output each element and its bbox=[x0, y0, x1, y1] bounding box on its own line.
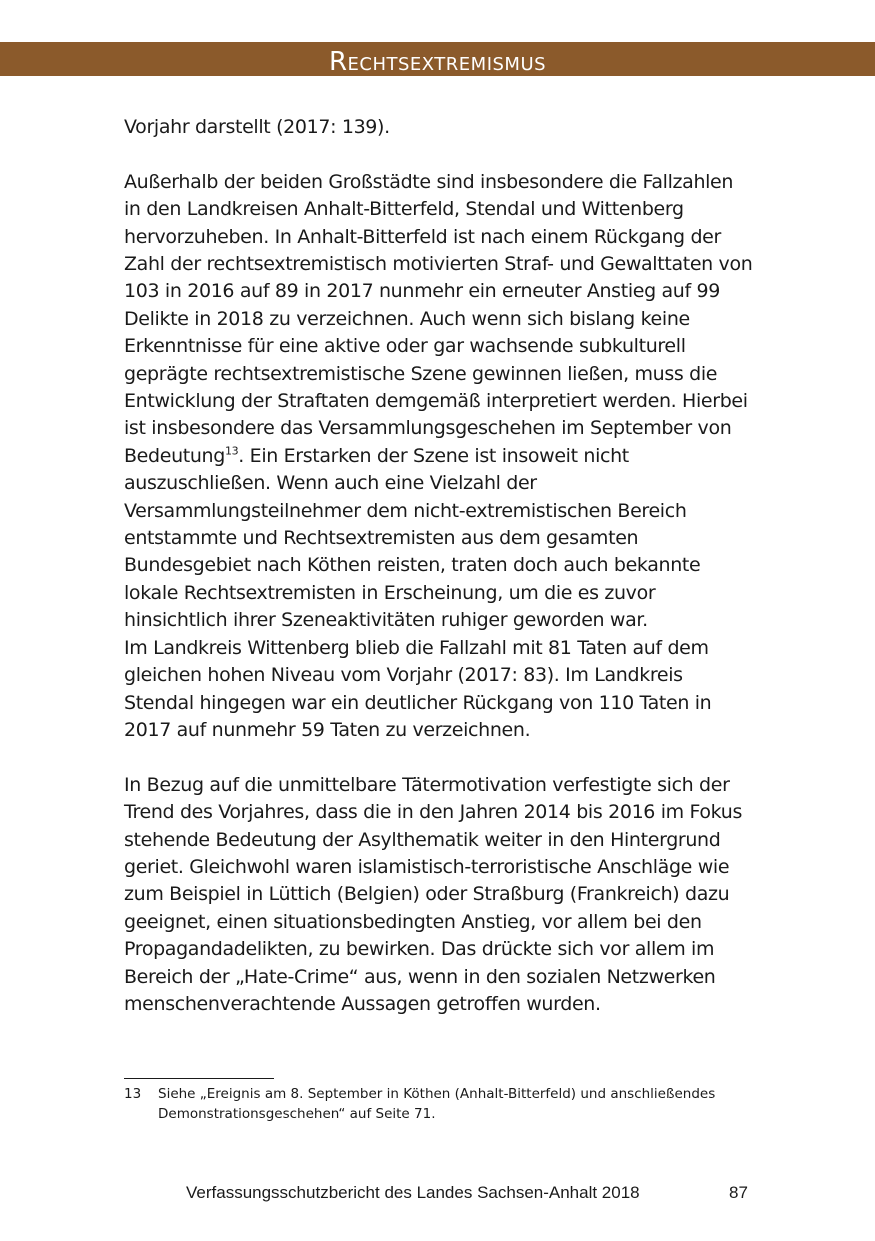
paragraph-1-text: Außerhalb der beiden Großstädte sind insbesondere die Fallzahlen in den Landkreisen Anhalt-Bitterfeld, Stendal und Wittenberg hervorzuheben. In Anhalt-Bitterfeld ist nach einem Rückgang der Zahl der rechtsextremistisch motivierten Straf- und Gewalttaten von 103 in 2016 auf 89 in 2017 nunmehr ein erneuter Anstieg auf 99 Delikte in 2018 zu verzeichnen. Auch wenn sich bislang keine Erkenntnisse für eine aktive oder gar wachsende subkulturell geprägte rechtsextremistische Szene gewinnen ließen, muss die Entwicklung der Straftaten demgemäß interpretiert werden. Hierbei ist insbesondere das Versammlungsgeschehen im September von Bedeutung bbox=[124, 170, 753, 467]
footnote-divider bbox=[124, 1078, 274, 1079]
body-text bbox=[124, 114, 754, 1018]
paragraph-0: Vorjahr darstellt (2017: 139). bbox=[124, 116, 390, 138]
footnote-number: 13 bbox=[124, 1086, 142, 1102]
paragraph-3: In Bezug auf die unmittelbare Tätermotivation verfestigte sich der Trend des Vorjahres, dass die in den Jahren 2014 bis 2016 im Fokus stehende Bedeutung der Asylthematik weiter in den Hintergrund geriet. Gleichwohl waren islamistisch-terroristische Anschläge wie zum Beispiel in Lüttich (Belgien) oder Straßburg (Frankreich) dazu geeignet, einen situationsbedingten Anstieg, vor allem bei den Propagandadelikten, zu bewirken. Das drückte sich vor allem im Bereich der „Hate-Crime“ aus, wenn in den sozialen Netzwerken menschenverachtende Aussagen getroffen wurden. bbox=[124, 773, 742, 1015]
paragraph-1-tail: . Ein Erstarken der Szene ist insoweit nicht auszuschließen. Wenn auch eine Vielzahl der Versammlungsteilnehmer dem nicht-extremistischen Bereich entstammte und Rechtsextremisten aus dem gesamten Bundesgebiet nach Köthen reisten, traten doch auch bekannte lokale Rechtsextremisten in Erscheinung, um die es zuvor hinsichtlich ihrer Szeneaktivitäten ruhiger geworden war. bbox=[124, 444, 701, 632]
footnote-ref: 13 bbox=[224, 444, 239, 458]
footer-title: Verfassungsschutzbericht des Landes Sachsen-Anhalt 2018 bbox=[186, 1183, 640, 1202]
chapter-title: Rechtsextremismus bbox=[328, 47, 547, 77]
paragraph-2: Im Landkreis Wittenberg blieb die Fallzahl mit 81 Taten auf dem gleichen hohen Niveau vom Vorjahr (2017: 83). Im Landkreis Stendal hingegen war ein deutlicher Rückgang von 110 Taten in 2017 auf nunmehr 59 Taten zu verzeichnen. bbox=[124, 636, 712, 741]
footnote bbox=[124, 1084, 764, 1124]
footnote-text: Siehe „Ereignis am 8. September in Köthen (Anhalt-Bitterfeld) und anschließendes Demonstrationsgeschehen“ auf Seite 71. bbox=[158, 1086, 716, 1122]
header-bar bbox=[0, 42, 875, 76]
page-number: 87 bbox=[729, 1183, 748, 1202]
paragraph-1 bbox=[124, 169, 754, 635]
